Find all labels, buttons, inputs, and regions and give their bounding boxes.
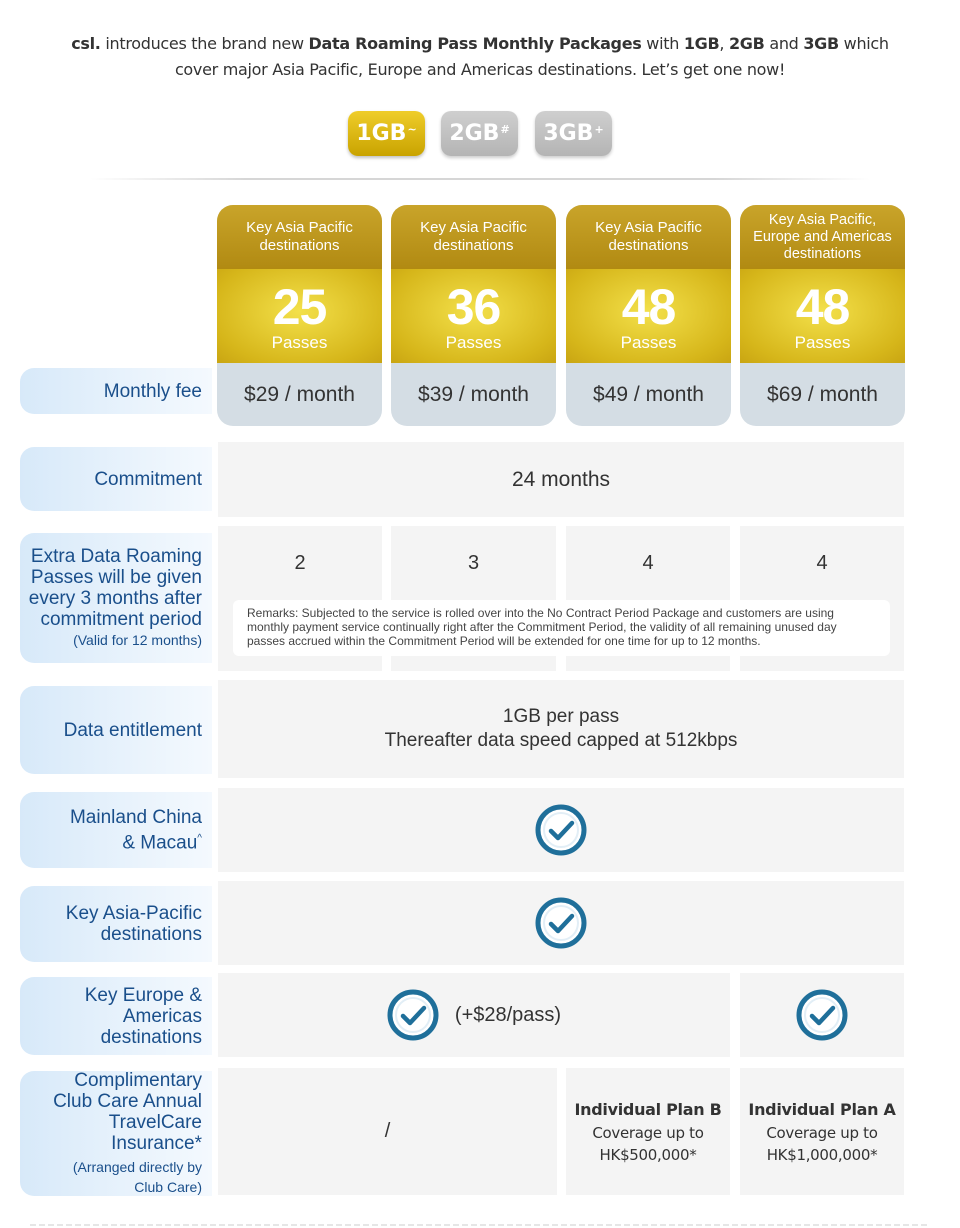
insurance-plan-b-cell bbox=[566, 1068, 730, 1195]
intro-gb3: 3GB bbox=[803, 34, 839, 53]
extra-passes-value: 2 bbox=[294, 552, 306, 574]
plan-passes-block bbox=[566, 269, 731, 363]
plan-pass-count: 36 bbox=[446, 279, 501, 335]
intro-gb2: 2GB bbox=[728, 34, 765, 53]
insurance-none-cell: / bbox=[218, 1068, 557, 1195]
footer-divider bbox=[30, 1224, 930, 1226]
tab-3gb[interactable] bbox=[535, 111, 612, 156]
label-line: commitment period bbox=[40, 609, 202, 630]
row-label-commitment bbox=[20, 447, 212, 511]
extra-passes-value: 3 bbox=[467, 552, 480, 574]
plan-price: $29 / month bbox=[244, 382, 355, 406]
label-line: Americas bbox=[122, 1005, 202, 1027]
brand-name: csl. bbox=[71, 34, 101, 53]
insurance-plan-a-cell bbox=[740, 1068, 904, 1195]
plan-passes-block bbox=[391, 269, 556, 363]
plan-passes-block bbox=[740, 269, 905, 363]
intro-text bbox=[60, 31, 900, 83]
tab-1gb[interactable] bbox=[348, 111, 425, 156]
label-text: Data entitlement bbox=[63, 719, 202, 741]
row-label-data-entitlement bbox=[20, 686, 212, 774]
plan-passes-block bbox=[217, 269, 382, 363]
intro-text-a: introduces the brand new bbox=[100, 34, 309, 53]
label-note: (Arranged directly by bbox=[72, 1159, 202, 1175]
label-sup: ^ bbox=[197, 832, 202, 844]
tab-3gb-label: 3GB bbox=[543, 121, 594, 146]
intro-comma: , bbox=[719, 34, 729, 53]
label-line bbox=[122, 828, 202, 853]
insurance-coverage-line: Coverage up to bbox=[766, 1123, 878, 1142]
plan-card-36[interactable] bbox=[391, 205, 556, 426]
plan-pass-count: 48 bbox=[621, 279, 676, 335]
plan-price: $69 / month bbox=[767, 382, 878, 406]
intro-text-c: which bbox=[838, 34, 889, 53]
entitlement-line-2: Thereafter data speed capped at 512kbps bbox=[384, 730, 738, 751]
label-note: Club Care) bbox=[134, 1179, 202, 1195]
plan-pass-count: 25 bbox=[272, 279, 327, 335]
tab-2gb[interactable] bbox=[441, 111, 518, 156]
label-line: destinations bbox=[100, 924, 202, 945]
row-label-mainland-china bbox=[20, 792, 212, 868]
label-text: Commitment bbox=[94, 468, 202, 490]
intro-gb1: 1GB bbox=[683, 34, 720, 53]
plan-card-25[interactable] bbox=[217, 205, 382, 426]
label-line: Extra Data Roaming bbox=[30, 546, 202, 567]
label-line: Passes will be given bbox=[30, 567, 202, 588]
label-note: (Valid for 12 months) bbox=[73, 632, 202, 648]
plan-region: Key Asia Pacific destinations bbox=[566, 205, 731, 269]
plan-passes-label: Passes bbox=[445, 333, 502, 352]
plan-region: Key Asia Pacific, Europe and Americas destinations bbox=[740, 205, 905, 269]
intro-line-2: cover major Asia Pacific, Europe and Americas destinations. Let’s get one now! bbox=[174, 60, 786, 79]
plan-card-48-global[interactable] bbox=[740, 205, 905, 426]
insurance-coverage-amount: HK$1,000,000* bbox=[766, 1145, 878, 1164]
plan-card-48[interactable] bbox=[566, 205, 731, 426]
label-line: Mainland China bbox=[69, 806, 202, 828]
label-text: Monthly fee bbox=[103, 380, 202, 402]
check-circle-icon bbox=[535, 804, 587, 856]
label-line: every 3 months after bbox=[28, 588, 202, 609]
row-label-monthly-fee bbox=[20, 368, 212, 414]
addon-price: (+$28/pass) bbox=[454, 1003, 562, 1026]
row-label-europe-americas bbox=[20, 977, 212, 1055]
check-circle-icon bbox=[535, 897, 587, 949]
commitment-value: 24 months bbox=[218, 442, 904, 517]
plan-region: Key Asia Pacific destinations bbox=[391, 205, 556, 269]
check-circle-icon bbox=[796, 989, 848, 1041]
europe-americas-included-cell bbox=[740, 973, 904, 1057]
label-line: destinations bbox=[100, 1026, 202, 1048]
label-line: Key Europe & bbox=[84, 984, 202, 1006]
extra-passes-value: 4 bbox=[816, 552, 828, 574]
product-name: Data Roaming Pass Monthly Packages bbox=[308, 34, 642, 53]
plan-passes-label: Passes bbox=[620, 333, 677, 352]
europe-americas-addon-cell bbox=[218, 973, 730, 1057]
row-label-asia-pacific bbox=[20, 886, 212, 962]
tab-1gb-label: 1GB bbox=[356, 121, 407, 146]
tab-2gb-label: 2GB bbox=[449, 121, 500, 146]
asia-pacific-cell bbox=[218, 881, 904, 965]
tab-1gb-sup: ~ bbox=[407, 123, 417, 136]
label-line: Club Care Annual bbox=[53, 1091, 202, 1112]
row-label-insurance bbox=[20, 1071, 212, 1196]
divider bbox=[90, 178, 870, 180]
plan-passes-label: Passes bbox=[271, 333, 328, 352]
insurance-coverage-amount: HK$500,000* bbox=[599, 1145, 697, 1164]
entitlement-line-1: 1GB per pass bbox=[502, 706, 620, 727]
insurance-coverage-line: Coverage up to bbox=[592, 1123, 704, 1142]
intro-line-1 bbox=[60, 31, 900, 57]
label-line: Complimentary bbox=[74, 1070, 202, 1091]
data-size-tabs bbox=[0, 111, 960, 157]
check-circle-icon bbox=[387, 989, 439, 1041]
plan-price: $39 / month bbox=[418, 382, 529, 406]
label-line: Key Asia-Pacific bbox=[65, 903, 202, 924]
insurance-plan-title: Individual Plan B bbox=[574, 1099, 722, 1119]
plan-region: Key Asia Pacific destinations bbox=[217, 205, 382, 269]
remarks-note: Remarks: Subjected to the service is rolled over into the No Contract Period Package and customers are using monthly payment service continually right after the Commitment Period, the validity of all remaining unused day passes accrued within the Commitment Period will be extended for one time for up to 12 months. bbox=[233, 600, 890, 656]
tab-3gb-sup: + bbox=[594, 123, 604, 136]
data-entitlement-value bbox=[218, 680, 904, 778]
mainland-china-cell bbox=[218, 788, 904, 872]
plan-passes-label: Passes bbox=[794, 333, 851, 352]
intro-and: and bbox=[764, 34, 804, 53]
plan-price: $49 / month bbox=[593, 382, 704, 406]
insurance-plan-title: Individual Plan A bbox=[748, 1099, 896, 1119]
label-line: TravelCare Insurance* bbox=[108, 1112, 202, 1154]
label-line-text: & Macau bbox=[122, 832, 198, 854]
row-label-extra-passes bbox=[20, 533, 212, 663]
tab-2gb-sup: # bbox=[500, 123, 510, 136]
plan-pass-count: 48 bbox=[795, 279, 850, 335]
intro-text-b: with bbox=[641, 34, 684, 53]
extra-passes-value: 4 bbox=[642, 552, 654, 574]
